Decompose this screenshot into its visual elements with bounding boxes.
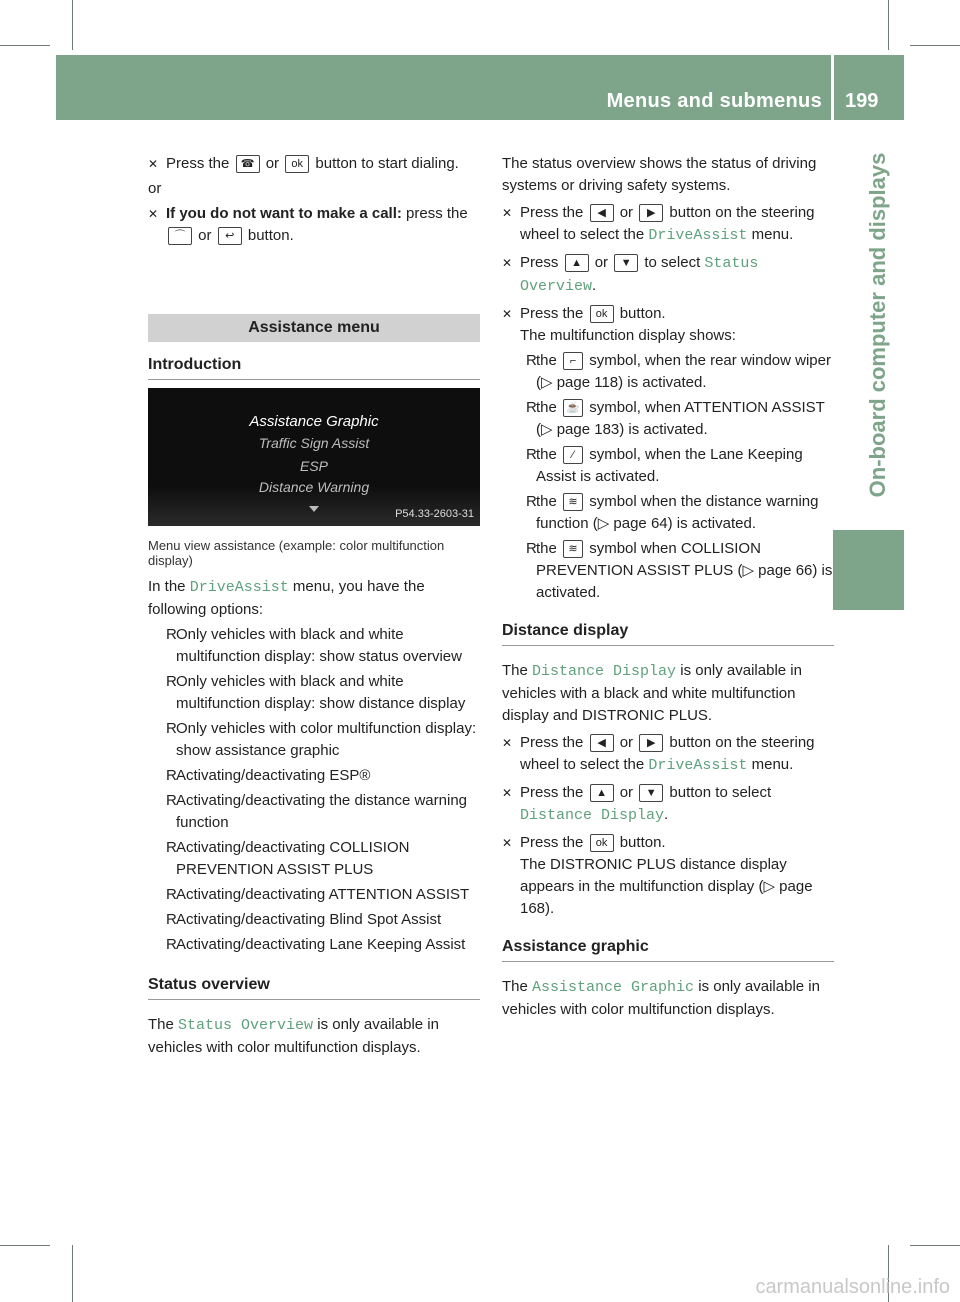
arrow-icon: ✕ xyxy=(148,157,159,171)
page-number: 199 xyxy=(845,90,879,112)
text: button on the steering wheel to select the xyxy=(520,204,815,243)
step xyxy=(148,203,480,247)
option-list xyxy=(148,624,480,956)
text: symbol, when the rear window wiper (▷ page 118) is activated. xyxy=(536,352,831,391)
list-text: Activating/deactivating ESP® xyxy=(176,767,371,784)
bullet-icon: R xyxy=(526,399,537,416)
bullet-icon: R xyxy=(166,936,177,953)
screen-line: Traffic Sign Assist xyxy=(258,435,370,451)
image-code: P54.33-2603-31 xyxy=(395,508,474,520)
list-text: Only vehicles with black and white multifunction display: show distance display xyxy=(176,673,466,712)
text: is only available in vehicles with color multifunction displays. xyxy=(148,1016,439,1056)
screenshot-image xyxy=(148,388,480,526)
text: The DISTRONIC PLUS distance display appears in the multifunction display (▷ page 168). xyxy=(520,856,813,917)
text: or xyxy=(619,204,634,221)
bullet-icon: R xyxy=(166,886,177,903)
bullet-icon: R xyxy=(166,720,177,737)
list-text: Activating/deactivating COLLISION PREVENTION ASSIST PLUS xyxy=(176,839,410,878)
bullet-icon: R xyxy=(526,446,537,463)
bullet-icon: R xyxy=(526,540,537,557)
step xyxy=(502,252,834,298)
caption: Menu view assistance (example: color multifunction display) xyxy=(148,538,445,568)
menu-name: DriveAssist xyxy=(189,579,289,596)
text: In the xyxy=(148,578,186,595)
bullet-icon: R xyxy=(526,352,537,369)
text: or xyxy=(198,227,212,244)
arrow-icon: ✕ xyxy=(502,786,513,800)
text: is only available in vehicles with color multifunction displays. xyxy=(502,978,820,1018)
paragraph: The status overview shows the status of driving systems or driving safety systems. xyxy=(502,155,817,194)
text: Press the xyxy=(520,305,584,322)
list-item xyxy=(502,350,834,394)
header-separator xyxy=(831,55,834,120)
left-column xyxy=(148,153,480,247)
arrow-icon: ✕ xyxy=(502,307,513,321)
screen-line: Assistance Graphic xyxy=(249,413,379,430)
down-key-icon: ▼ xyxy=(639,784,663,802)
text: button. xyxy=(619,305,666,322)
side-tab xyxy=(833,120,904,530)
crop-mark xyxy=(0,45,50,46)
left-key-icon: ◀ xyxy=(590,734,614,752)
list-item xyxy=(502,397,834,441)
attention-assist-icon: ☕ xyxy=(563,399,583,417)
ok-key-icon: ok xyxy=(590,834,614,852)
text: The xyxy=(148,1016,174,1033)
text: Press the xyxy=(520,734,584,751)
right-key-icon: ▶ xyxy=(639,734,663,752)
up-key-icon: ▲ xyxy=(565,254,589,272)
text: The xyxy=(502,662,528,679)
menu-name: Status Overview xyxy=(520,255,759,295)
intro-block xyxy=(148,354,480,380)
paragraph xyxy=(502,660,834,727)
left-key-icon: ◀ xyxy=(590,204,614,222)
screen-line: Distance Warning xyxy=(258,479,370,495)
text: Press the xyxy=(520,204,584,221)
text: menu, you have the following options: xyxy=(148,578,425,618)
step xyxy=(502,782,834,827)
bullet-icon: R xyxy=(166,839,177,856)
watermark: carmanualsonline.info xyxy=(755,1276,950,1298)
paragraph xyxy=(148,576,480,621)
text: The xyxy=(502,978,528,995)
collision-prevention-icon: ≋ xyxy=(563,540,583,558)
list-item xyxy=(148,624,480,668)
arrow-icon: ✕ xyxy=(502,206,513,220)
text: . xyxy=(592,277,597,294)
text: or xyxy=(619,734,634,751)
section-heading: Assistance menu xyxy=(148,314,480,342)
bullet-icon: R xyxy=(166,792,177,809)
side-marker xyxy=(833,530,904,610)
down-key-icon: ▼ xyxy=(614,254,638,272)
text: the xyxy=(536,493,557,510)
step xyxy=(502,732,834,777)
text: button. xyxy=(247,227,294,244)
list-item xyxy=(148,718,480,762)
list-text: Activating/deactivating Lane Keeping Assist xyxy=(176,936,466,953)
list-item xyxy=(502,444,834,488)
text: Press the xyxy=(520,834,584,851)
side-tab-label: On-board computer and displays xyxy=(865,152,890,498)
list-text: Only vehicles with color multifunction display: show assistance graphic xyxy=(176,720,477,759)
symbol-list xyxy=(502,350,834,604)
arrow-icon: ✕ xyxy=(502,836,513,850)
list-text: Activating/deactivating Blind Spot Assist xyxy=(176,911,442,928)
list-text: Activating/deactivating the distance warning function xyxy=(176,792,468,831)
list-item xyxy=(148,765,480,787)
text: symbol when the distance warning function (▷ page 64) is activated. xyxy=(536,493,819,532)
list-item xyxy=(502,538,834,604)
menu-name: Status Overview xyxy=(178,1017,314,1034)
scroll-down-icon xyxy=(309,506,319,512)
ok-key-icon: ok xyxy=(590,305,614,323)
up-key-icon: ▲ xyxy=(590,784,614,802)
step xyxy=(502,202,834,247)
crop-mark xyxy=(910,45,960,46)
crop-mark xyxy=(888,0,889,50)
hang-up-icon: ⌒ xyxy=(168,227,192,245)
bullet-icon: R xyxy=(166,673,177,690)
subheading: Assistance graphic xyxy=(502,936,834,962)
text: the xyxy=(536,399,557,416)
list-item xyxy=(148,909,480,931)
subheading: Introduction xyxy=(148,354,480,380)
lane-keeping-icon: ⁄ xyxy=(563,446,583,464)
bullet-icon: R xyxy=(166,911,177,928)
text: or xyxy=(265,155,280,172)
right-key-icon: ▶ xyxy=(639,204,663,222)
crop-mark xyxy=(910,1245,960,1246)
list-item xyxy=(148,671,480,715)
list-item xyxy=(148,884,480,906)
step xyxy=(502,832,834,920)
bullet-icon: R xyxy=(166,767,177,784)
text: symbol when COLLISION PREVENTION ASSIST PLUS (▷ page 66) is activated. xyxy=(536,540,833,601)
bold-text: If you do not want to make a call: xyxy=(166,205,402,222)
rear-wiper-icon: ⌐ xyxy=(563,352,583,370)
menu-name: Assistance Graphic xyxy=(532,979,695,996)
text: button. xyxy=(619,834,666,851)
text: menu. xyxy=(751,756,794,773)
bullet-icon: R xyxy=(166,626,177,643)
bullet-icon: R xyxy=(526,493,537,510)
paragraph xyxy=(148,1014,480,1059)
text: to select xyxy=(644,254,701,271)
text: Press xyxy=(520,254,559,271)
text: symbol, when the Lane Keeping Assist is activated. xyxy=(536,446,803,485)
list-item xyxy=(148,837,480,881)
step xyxy=(502,303,834,347)
subheading: Distance display xyxy=(502,620,834,646)
list-item xyxy=(148,934,480,956)
text: menu. xyxy=(751,226,794,243)
page-title: Menus and submenus xyxy=(606,90,822,112)
menu-name: Distance Display xyxy=(520,807,665,824)
crop-mark xyxy=(72,1245,73,1302)
text: the xyxy=(536,540,557,557)
menu-name: Distance Display xyxy=(532,663,677,680)
text: the xyxy=(536,446,557,463)
ok-key-icon: ok xyxy=(285,155,309,173)
assist-heading xyxy=(148,314,480,342)
text: button to select xyxy=(669,784,772,801)
text: or xyxy=(594,254,609,271)
menu-name: DriveAssist xyxy=(648,227,748,244)
phone-icon: ☎ xyxy=(236,155,260,173)
text: button on the steering wheel to select the xyxy=(520,734,815,773)
list-text: Only vehicles with black and white multifunction display: show status overview xyxy=(176,626,462,665)
text: . xyxy=(664,806,669,823)
distance-warning-icon: ≋ xyxy=(563,493,583,511)
step xyxy=(148,153,480,175)
or-label: or xyxy=(148,180,162,197)
subheading: Status overview xyxy=(148,974,480,1000)
crop-mark xyxy=(72,0,73,50)
arrow-icon: ✕ xyxy=(502,256,513,270)
back-key-icon: ↩ xyxy=(218,227,242,245)
list-item xyxy=(148,790,480,834)
text: is only available in vehicles with a black and white multifunction display and DISTRONIC PLUS. xyxy=(502,662,802,724)
list-item xyxy=(502,491,834,535)
text: The multifunction display shows: xyxy=(520,327,736,344)
text: button to start dialing. xyxy=(315,155,459,172)
text: the xyxy=(536,352,557,369)
text: press the xyxy=(406,205,468,222)
text: Press the xyxy=(166,155,230,172)
crop-mark xyxy=(0,1245,50,1246)
text: symbol, when ATTENTION ASSIST (▷ page 183) is activated. xyxy=(536,399,825,438)
text: Press the xyxy=(520,784,584,801)
arrow-icon: ✕ xyxy=(148,207,159,221)
right-column xyxy=(502,153,834,1021)
screen-line: ESP xyxy=(299,458,328,474)
text: or xyxy=(619,784,634,801)
paragraph xyxy=(502,976,834,1021)
left-body xyxy=(148,538,480,1059)
list-text: Activating/deactivating ATTENTION ASSIST xyxy=(176,886,470,903)
arrow-icon: ✕ xyxy=(502,736,513,750)
menu-name: DriveAssist xyxy=(648,757,748,774)
